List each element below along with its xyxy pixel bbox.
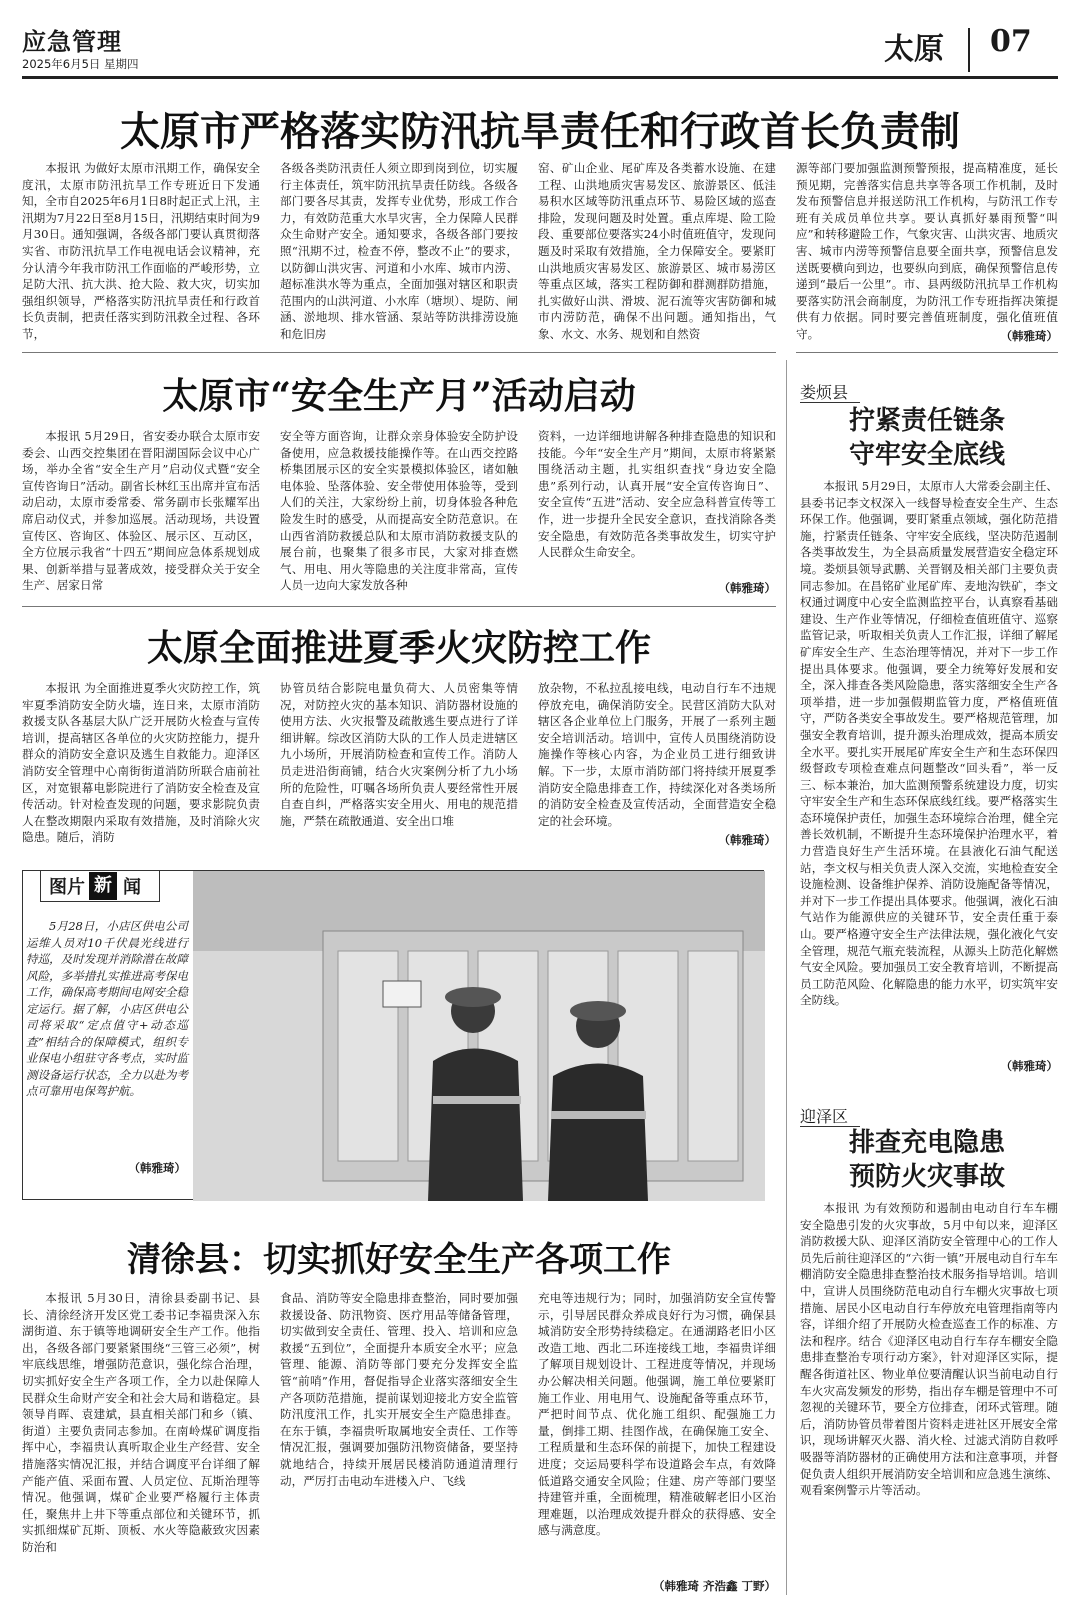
section-name: 应急管理: [22, 27, 122, 56]
sidebar1-region: 娄烦县: [800, 383, 849, 402]
article2-col3: 资料，一边详细地讲解各种排查隐患的知识和技能。今年“安全生产月”期间，太原市将紧紧围绕活动主题，扎实组织查找“身边安全隐患”系列行动，认真开展“安全宣传咨询日”、安全宣传“五进”活动、安全应急科普宣传等工作，进一步提升全民安全意识，查找消除各类安全隐患，有效防范各类事故发生，切实守护人民群众生命安全。: [538, 429, 776, 560]
article3-headline: 太原全面推进夏季火灾防控工作: [146, 627, 651, 669]
article3-col2: 协管员结合影院电量负荷大、人员密集等情况，对防控火灾的基本知识、消防器材设施的使用方法、火灾报警及疏散逃生要点进行了详细讲解。综改区消防大队的工作人员走进辖区九小场所，开展消防检查和宣传工作。消防人员走进沿街商铺，结合火灾案例分析了九小场所的危险性，叮嘱各场所负责人要经常性开展自查自纠，严格落实安全用火、用电的规范措施，严禁在疏散通道、安全出口堆: [280, 681, 518, 828]
article4-col3: 充电等违规行为；同时，加强消防安全宣传警示，引导居民群众养成良好行为习惯，确保县城消防安全形势持续稳定。在通湖路老旧小区改造工地、西北二环连接线工地，李福贵详细了解项目规划设计、工程进度等情况，并现场办公解决相关问题。他强调，施工单位要紧盯施工作业、用电用气、设施配备等重点环节，严把时间节点、优化施工组织、配强施工力量，倒排工期、挂图作战，在确保施工安全、工程质量和生态环保的前提下，加快工程建设进度；交运局要科学布设道路会车点，有效降低道路交通安全风险；住建、房产等部门要坚持建管并重，全面梳理，精准破解老旧小区治理难题，以治理成效提升群众的获得感、安全感与满意度。: [538, 1291, 776, 1538]
column-divider: [786, 360, 787, 1595]
photo-byline: （韩雅琦）: [128, 1161, 186, 1175]
article2-col1: 本报讯 5月29日，省安委办联合太原市安委会、山西交控集团在晋阳湖国际会议中心广场，举办全省“安全生产月”启动仪式暨“安全宣传咨询日”活动。副省长林红玉出席并宣布活动启动，太原市委常委、常务副市长张耀军出席启动仪式，并参加巡展。活动现场，共设置宣传区、咨询区、体验区、展示区、互动区，全方位展示我省“十四五”期间应急体系规划成果、创新举措与显著成效，接受群众关于安全生产、居家日常: [22, 429, 260, 593]
page-number: 07: [990, 24, 1032, 59]
divider: [22, 352, 776, 353]
article4-headline: 清徐县：切实抓好安全生产各项工作: [127, 1240, 671, 1280]
sidebar1-byline: （韩雅琦）: [1000, 1059, 1058, 1073]
issue-date: 2025年6月5日 星期四: [22, 57, 139, 71]
article4-col1: 本报讯 5月30日，清徐县委副书记、县长、清徐经济开发区党工委书记李福贵深入东湖街道、东于镇等地调研安全生产工作。他指出，各级各部门要紧紧围绕“三管三必须”，树牢底线思维，增强防范意识，强化综合治理，切实抓好安全生产各项工作，全力以赴保障人民群众生命财产安全和社会大局和谐稳定。县领导肖晖、袁建斌，县直相关部门和乡（镇、街道）主要负责同志参加。在南岭煤矿调度指挥中心，李福贵认真听取企业生产经营、安全措施落实情况汇报，并结合调度平台详细了解产能产值、采面布置、人员定位、瓦斯治理等情况。他强调，煤矿企业要严格履行主体责任，聚焦井上井下等重点部位和关键环节，抓实抓细煤矿瓦斯、顶板、水火等隐蔽致灾因素防治和: [22, 1291, 260, 1554]
divider: [796, 352, 1058, 353]
photo-caption: 5月28日，小店区供电公司运维人员对10千伏晨光线进行特巡，及时发现并消除潜在故障风险，多举措扎实推进高考保电工作，确保高考期间电网安全稳定运行。据了解，小店区供电公司将采取“定点值守+动态巡查”相结合的保障模式，组织专业保电小组驻守各考点，实时监测设备运行状态，全力以赴为考点可靠用电保驾护航。: [26, 919, 188, 1098]
sidebar1-text: 本报讯 5月29日，太原市人大常委会副主任、县委书记李文权深入一线督导检查安全生产、生态环保工作。他强调，要盯紧重点领域，强化防范措施，拧紧责任链条、守牢安全底线，坚决防范遏制各类事故发生，为全县高质量发展营造安全稳定环境。娄烦县领导武鹏、关晋钢及相关部门主要负责同志参加。在昌铭矿业尾矿库、麦地沟铁矿，李文权通过调度中心安全监测监控平台，认真察看基础建设、生产作业等情况，仔细检查值班值守、巡察监管记录，听取相关负责人工作汇报，详细了解尾矿库安全生产、生态治理等情况，并对下一步工作提出具体要求。他强调，要全力统筹好发展和安全，深入排查各类风险隐患，落实落细安全生产各项举措，进一步加强假期监管力度，严格值班值守，严防各类安全事故发生。要严格规范管理，加强安全教育培训，提升源头治理成效，提高本质安全水平。要扎实开展尾矿库安全生产和生态环保四级督政专项检查难点问题整改“回头看”，举一反三、标本兼治，加大监测预警系统建设力度，切实守牢安全生产和生态环保底线红线。要严格落实生态环境保护责任，加强生态环境综合治理，健全完善长效机制，不断提升生态环境保护治理水平，着力营造良好生产生活环境。在县液化石油气配送站，李文权与相关负责人深入交流，实地检查安全设施检测、设备维护保养、消防设施配备等情况，并对下一步工作提出具体要求。他强调，液化石油气站作为能源供应的关键环节，安全责任重于泰山。要严格遵守安全生产法律法规，强化液化气安全管理，规范气瓶充装流程，从源头上防范化解燃气安全风险。要加强员工安全教育培训，不断提高员工防范风险、化解隐患的能力水平，切实筑牢安全防线。: [800, 479, 1058, 1008]
article4-byline: （韩雅琦 齐浩鑫 丁野）: [652, 1579, 776, 1593]
article1-col4: 源等部门要加强监测预警预报，提高精准度，延长预见期，完善落实信息共享等各项工作机制，及时发布预警信息并报送防汛工作机构，与防汛工作专班有关成员单位共享。要认真抓好暴雨预警“叫应”和转移避险工作，气象灾害、山洪灾害、地质灾害、城市内涝等预警信息要全面共享，预警信息发送既要横向到边，也要纵向到底，确保预警信息传递到“最后一公里”。市、县两级防汛抗旱工作机构要落实防汛会商制度，为防汛工作专班指挥决策提供有力依据。同时要完善值班制度，强化值班值守。: [796, 161, 1058, 341]
article4-col2: 食品、消防等安全隐患排查整治，同时要加强救援设备、防汛物资、医疗用品等储备管理，切实做到安全责任、管理、投入、培训和应急救援“五到位”，全面提升本质安全水平；应急管理、能源、消防等部门要充分发挥安全监管“前哨”作用，督促指导企业落实落细安全生产各项防范措施，提前谋划迎接北方安全监管防汛度汛工作，扎实开展安全生产隐患排查。在东于镇，李福贵听取属地安全责任、工作等情况汇报，强调要加强防汛物资储备，要坚持就地结合，持续开展居民楼消防通道清理行动，严厉打击电动车进楼入户、飞线: [280, 1291, 518, 1488]
sidebar2-text: 本报讯 为有效预防和遏制由电动自行车车棚安全隐患引发的火灾事故，5月中旬以来，迎泽区消防救援大队、迎泽区消防安全管理中心的工作人员先后前往迎泽区的“六街一镇”开展电动自行车车棚消防安全隐患排查整治技术服务指导培训。培训中，宣讲人员围绕防范电动自行车棚火灾事故七项措施、居民小区电动自行车停放充电管理指南等内容，详细介绍了开展防火检查巡查工作的标准、方法和程序。结合《迎泽区电动自行车存车棚安全隐患排查整治专项行动方案》，针对迎泽区实际，提醒各街道社区、物业单位要清醒认识当前电动自行车火灾高发频发的形势，指出存车棚是管理中不可忽视的关键环节，要全方位排查，闭环式管理。随后，消防协管员带着图片资料走进社区开展安全常识，现场讲解灭火器、消火栓、过滤式消防自救呼吸器等消防器材的正确使用方法和注意事项，并督促负责人组织开展消防安全培训和应急逃生演练、观看案例警示片等活动。: [800, 1201, 1058, 1498]
article3-col1: 本报讯 为全面推进夏季火灾防控工作，筑牢夏季消防安全防火墙，连日来，太原市消防救援支队各基层大队广泛开展防火检查与宣传培训，提高辖区各单位的火灾防控能力，提升群众的消防安全意识及逃生自救能力。迎泽区消防安全管理中心南街街道消防所联合庙前社区，对宽银幕电影院进行了消防安全检查及宣传活动。针对检查发现的问题，要求影院负责人在整改期限内采取有效措施，及时消除火灾隐患。随后，消防: [22, 681, 260, 845]
article2-byline: （韩雅琦）: [718, 581, 776, 595]
sidebar2-region: 迎泽区: [800, 1107, 849, 1126]
sidebar2-title-line1: 排查充电隐患: [848, 1128, 1005, 1158]
article1-col1: 本报讯 为做好太原市汛期工作，确保安全度汛，太原市防汛抗旱工作专班近日下发通知，全市自2025年6月1日8时起正式上汛，主汛期为7月22日至8月15日，汛期结束时间为9月30日。通知强调，各级各部门要认真贯彻落实省、市防汛抗旱工作电视电话会议精神，充分认清今年我市防汛工作面临的严峻形势，立足防大汛、抗大洪、抢大险、救大灾，切实加强组织领导，严格落实防汛抗旱责任和行政首长负责制，把责任落实到防汛救全过程、各环节，: [22, 161, 260, 341]
header-divider: [968, 28, 970, 72]
article2-headline: 太原市“安全生产月”活动启动: [162, 375, 636, 417]
divider: [22, 606, 776, 607]
article3-byline: （韩雅琦）: [718, 833, 776, 847]
divider: [800, 402, 860, 403]
tag-text: 图片: [49, 877, 85, 898]
tag-highlight: 新: [89, 872, 117, 900]
photo-news-tag: [40, 870, 160, 902]
sidebar1-title-line2: 守牢安全底线: [848, 440, 1005, 470]
article1-headline: 太原市严格落实防汛抗旱责任和行政首长负责制: [120, 108, 960, 155]
page-region: 太原: [884, 32, 944, 67]
article3-col3: 放杂物，不私拉乱接电线，电动自行车不违规停放充电，确保消防安全。民营区消防大队对辖区各企业单位上门服务，开展了一系列主题安全培训活动。培训中，宣传人员围绕消防设施操作等核心内容，为企业员工进行细致讲解。下一步，太原市消防部门将持续开展夏季消防安全隐患排查工作，持续深化对各类场所的消防安全检查及宣传活动，全面营造安全稳定的社会环境。: [538, 681, 776, 828]
sidebar2-title-line2: 预防火灾事故: [848, 1162, 1005, 1192]
tag-text: 闻: [123, 877, 141, 898]
sidebar1-title-line1: 拧紧责任链条: [848, 406, 1005, 436]
header-rule: [22, 76, 1058, 79]
article1-col2: 各级各类防汛责任人须立即到岗到位，切实履行主体责任，筑牢防汛抗旱责任防线。各级各部门要各尽其责，发挥专业优势，形成工作合力，有效防范重大水旱灾害，全力保障人民群众生命财产安全。通知要求，各级各部门要按照“汛期不过，检查不停，整改不止”的要求，以防御山洪灾害、河道和小水库、城市内涝、超标准洪水等为重点，全面加强对辖区和职责范围内的山洪河道、小水库（塘坝）、堤防、闸涵、淤地坝、排水管涵、泵站等防洪排涝设施和危旧房: [280, 161, 518, 341]
article1-byline: （韩雅琦）: [1000, 329, 1058, 343]
article2-col2: 安全等方面咨询，让群众亲身体验安全防护设备使用，应急救援技能操作等。在山西交控路桥集团展示区的安全实景模拟体验区，诸如触电体验、坠落体验、安全带使用体验等，受到人们的关注，大家纷纷上前，切身体验各种危险发生时的感受，从而提高安全防范意识。在山西省消防救援总队和太原市消防救援支队的展台前，也聚集了很多市民，大家对排查燃气、用电、用火等隐患的关注度非常高，宣传人员一边向大家发放各种: [280, 429, 518, 593]
article1-col3: 窑、矿山企业、尾矿库及各类蓄水设施、在建工程、山洪地质灾害易发区、旅游景区、低洼易积水区域等防汛重点环节、易险区域的巡查排险，发现问题及时处置。重点库堤、险工险段、重要部位要落实24小时值班值守，发现问题及时采取有效措施，全力保障安全。要紧盯山洪地质灾害易发区、旅游景区、城市易涝区等重点区域，落实工程防御和群测群防措施，扎实做好山洪、滑坡、泥石流等灾害防御和城市内涝防范，确保不出问题。通知指出，气象、水文、水务、规划和自然资: [538, 161, 776, 341]
